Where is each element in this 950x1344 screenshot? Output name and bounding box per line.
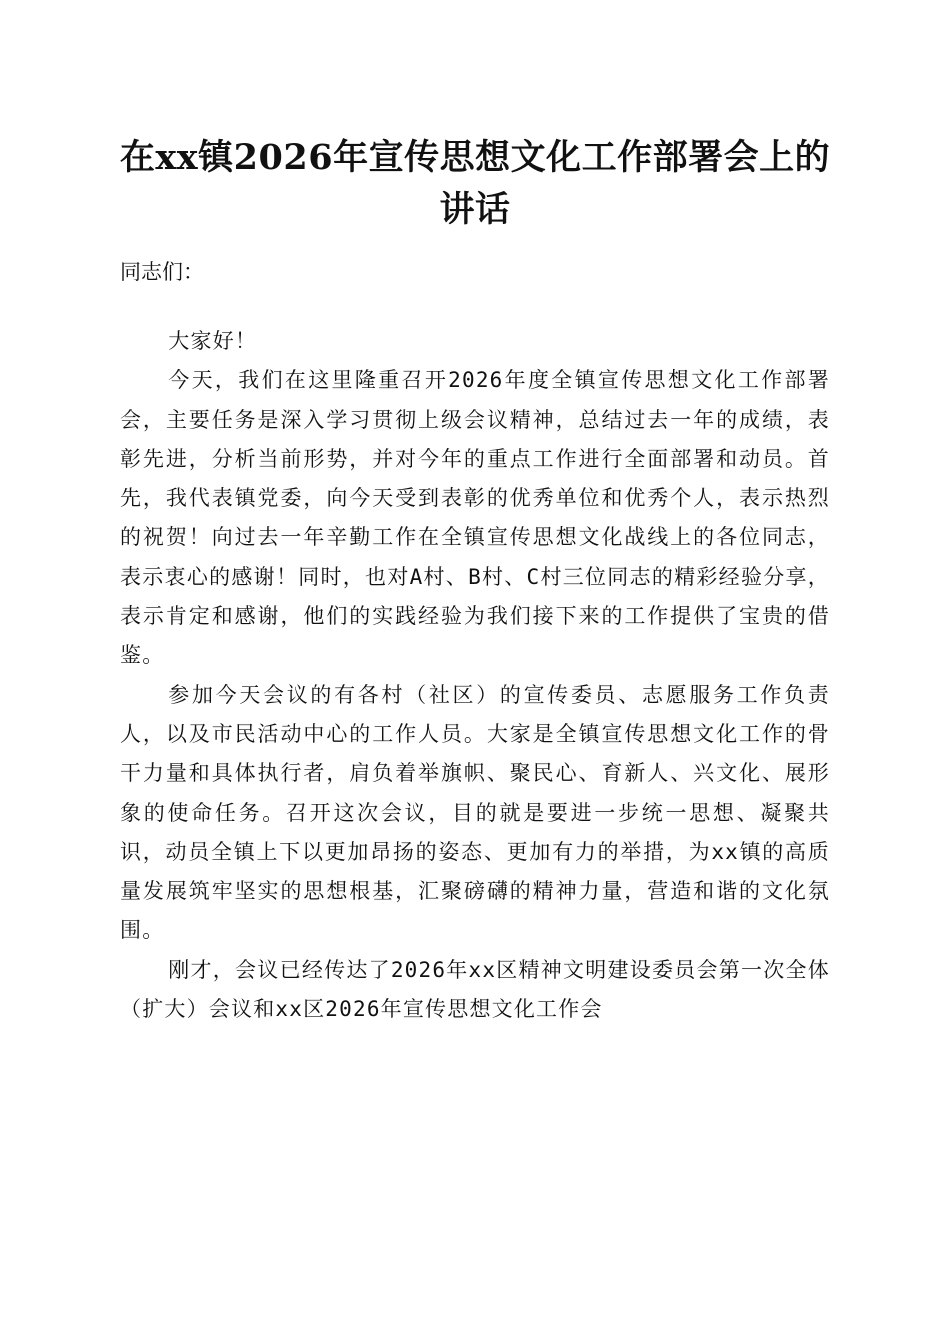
document-title: 在xx镇2026年宣传思想文化工作部署会上的讲话: [119, 137, 831, 230]
document-body: [120, 322, 830, 1029]
salutation: 同志们：: [120, 260, 204, 284]
paragraph-opening: 今天，我们在这里隆重召开2026年度全镇宣传思想文化工作部署会，主要任务是深入学习贯彻上级会议精神，总结过去一年的成绩，表彰先进，分析当前形势，并对今年的重点工作进行全面部署和动员。首先，我代表镇党委，向今天受到表彰的优秀单位和优秀个人，表示热烈的祝贺！向过去一年辛勤工作在全镇宣传思想文化战线上的各位同志，表示衷心的感谢！同时，也对A村、B村、C村三位同志的精彩经验分享，表示肯定和感谢，他们的实践经验为我们接下来的工作提供了宝贵的借鉴。: [120, 368, 830, 668]
paragraph-attendees: 参加今天会议的有各村（社区）的宣传委员、志愿服务工作负责人，以及市民活动中心的工作人员。大家是全镇宣传思想文化工作的骨干力量和具体执行者，肩负着举旗帜、聚民心、育新人、兴文化、展形象的使命任务。召开这次会议，目的就是要进一步统一思想、凝聚共识，动员全镇上下以更加昂扬的姿态、更加有力的举措，为xx镇的高质量发展筑牢坚实的思想根基，汇聚磅礴的精神力量，营造和谐的文化氛围。: [120, 682, 830, 943]
paragraph-review: 刚才，会议已经传达了2026年xx区精神文明建设委员会第一次全体（扩大）会议和xx区2026年宣传思想文化工作会: [120, 957, 830, 1022]
paragraph-greeting: 大家好！: [168, 329, 258, 353]
